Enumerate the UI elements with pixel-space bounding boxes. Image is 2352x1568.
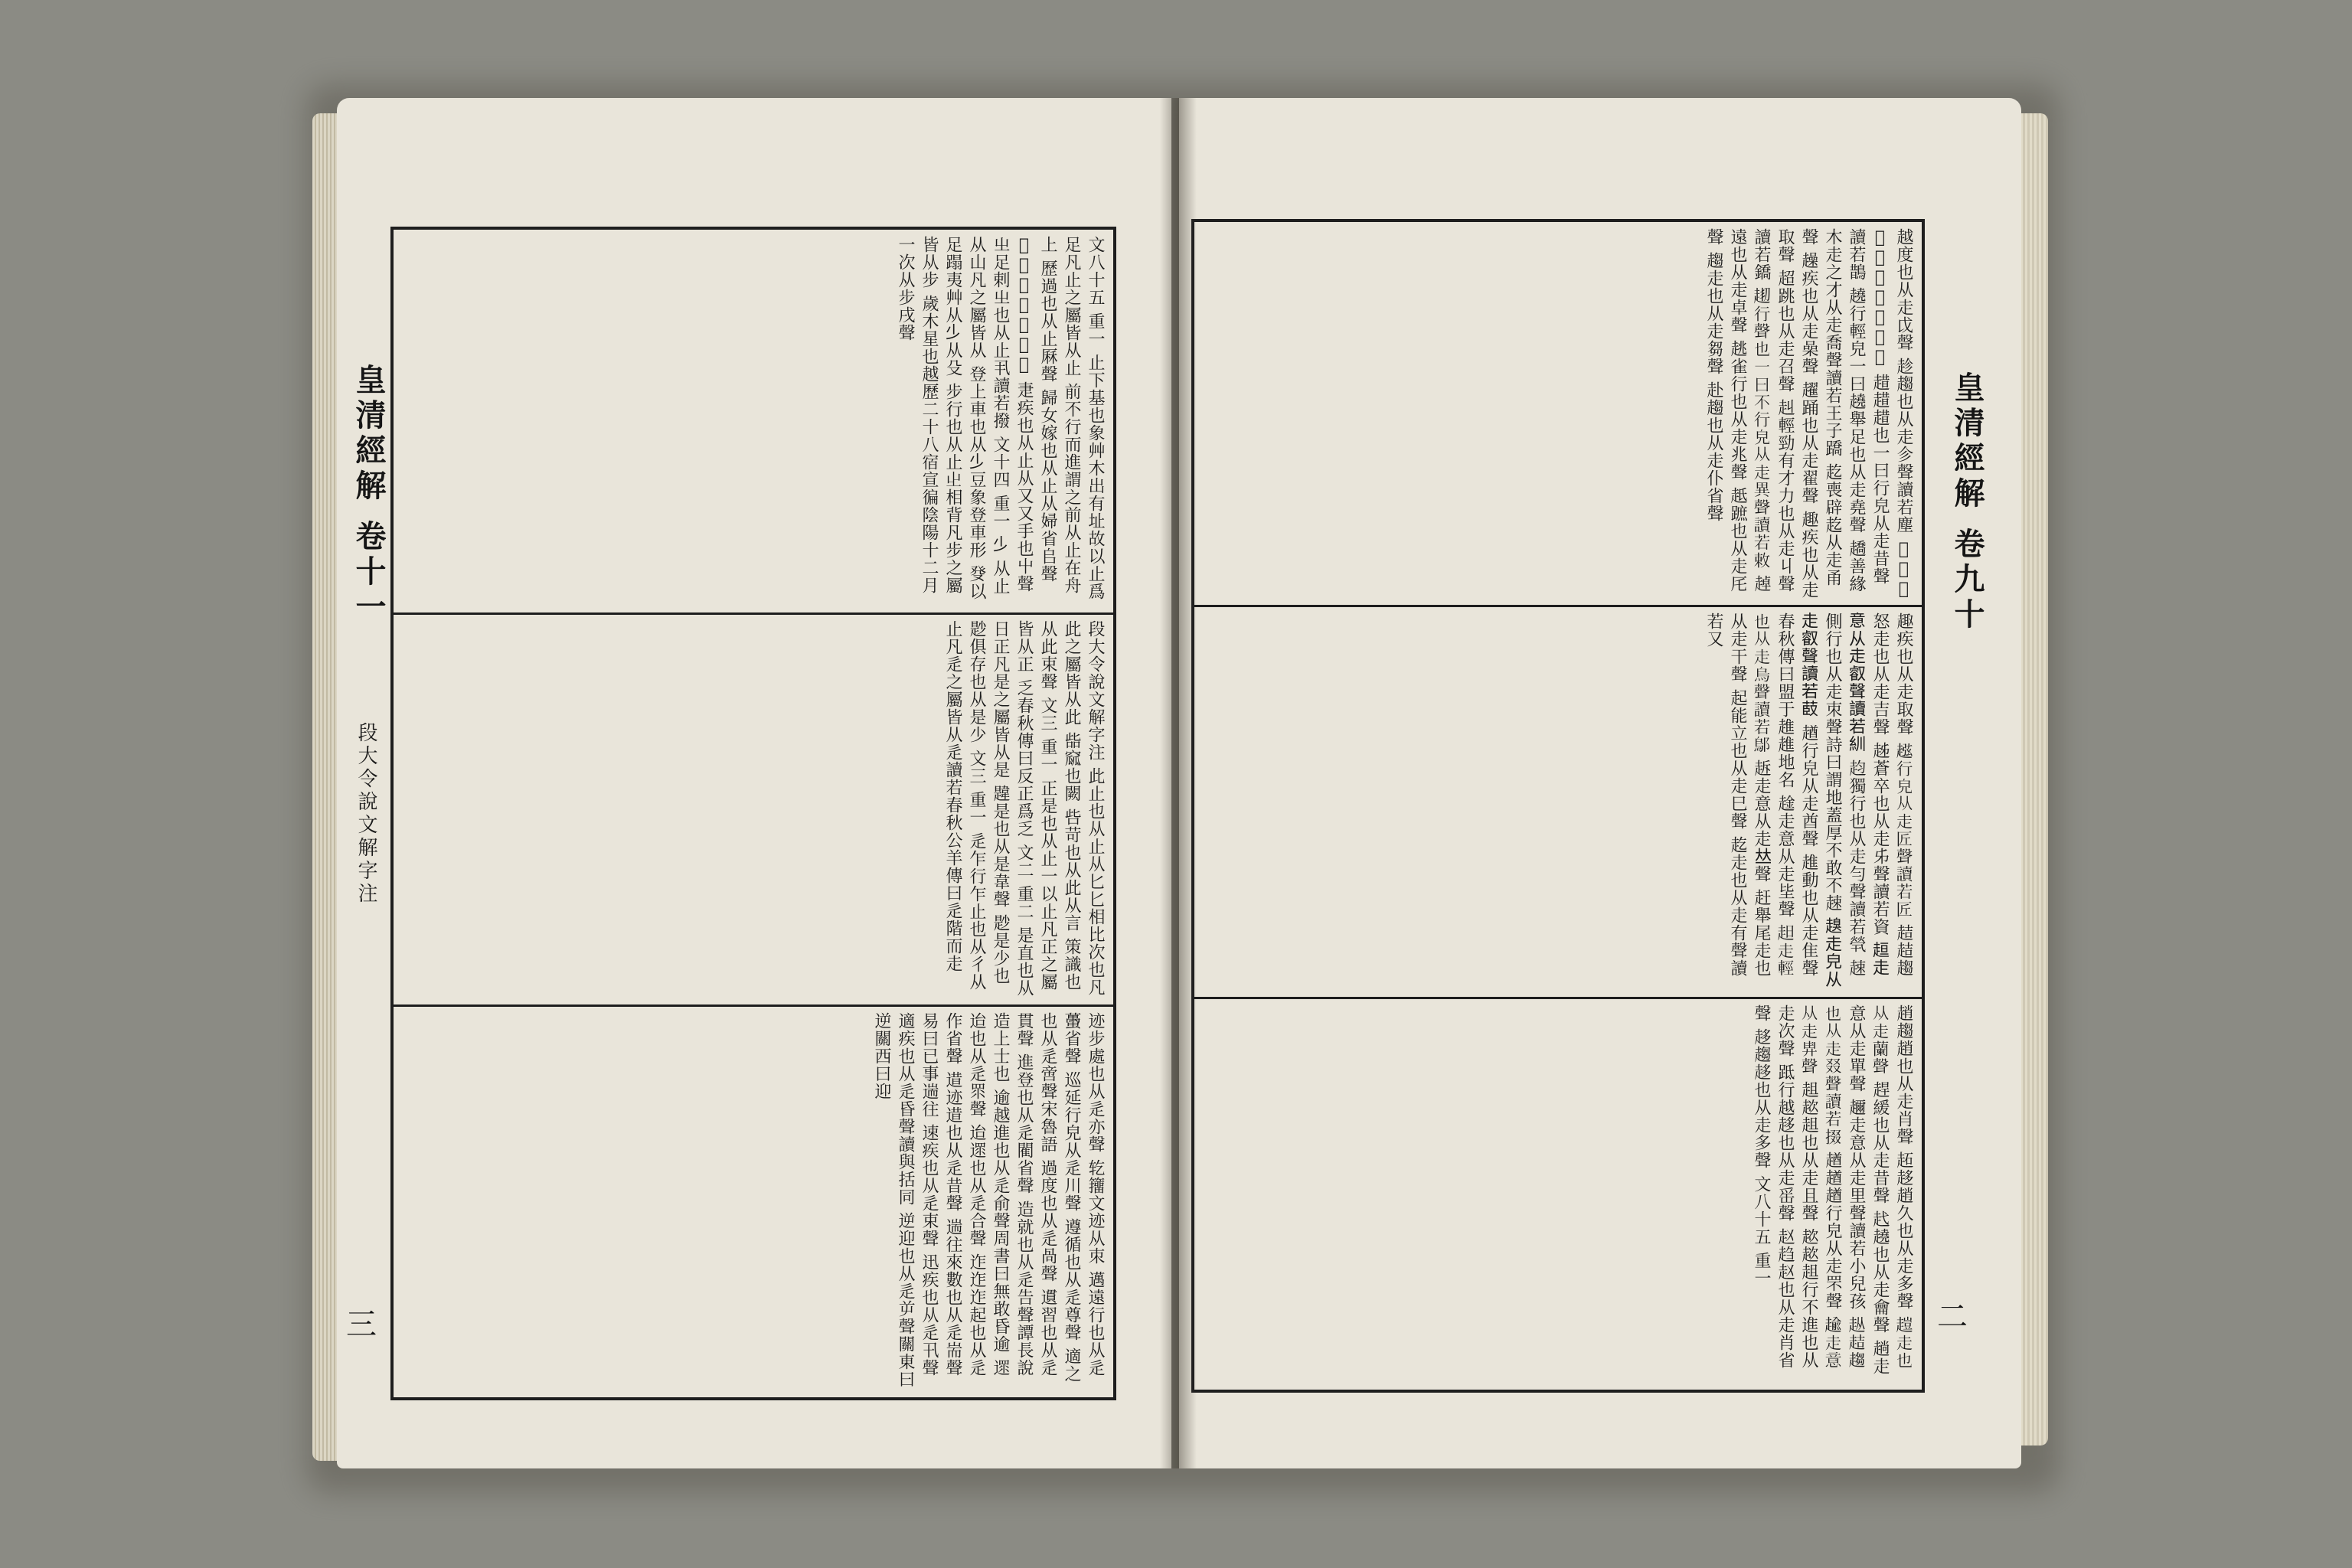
right-band-divider-2 bbox=[1194, 997, 1922, 999]
left-folio-number: 三 bbox=[346, 1307, 377, 1342]
right-text-frame bbox=[1191, 219, 1925, 1393]
left-series-title: 皇清經解 bbox=[351, 364, 387, 505]
left-margin-title bbox=[337, 227, 390, 763]
right-folio-number: 二 bbox=[1937, 1299, 1968, 1334]
book-gutter bbox=[1160, 98, 1197, 1468]
right-band-bottom bbox=[1200, 1004, 1916, 1383]
right-band-middle bbox=[1200, 612, 1916, 991]
left-text-frame bbox=[390, 227, 1116, 1400]
right-band-top-text: 越度也从走戉聲 趁趨也从走㐱聲讀若塵 𧺛𧺛田易居也从走亘聲 趞趞趞也一曰行皃从走昔聲讀若鵲 趬行輕皃一曰趬舉足也从走堯聲 趫善緣木走之才从走喬聲讀若王子蹻 䞘喪辟䞘从走甬聲 趮疾也从走喿聲 趯踊也从走翟聲 趣疾也从走取聲 超跳也从走召聲 赳輕勁有才力也从走丩聲讀若鐈 𧻘行聲也一曰不行皃从走異聲讀若敕 趠遠也从走卓聲 趒雀行也从走兆聲 赿蹠也从走厇聲 趨走也从走芻聲 赴趨也从走仆省聲 bbox=[1704, 228, 1913, 599]
right-band-divider-1 bbox=[1194, 605, 1922, 607]
right-band-top bbox=[1200, 228, 1916, 599]
left-attribution: 段大令說文解字注 bbox=[354, 722, 377, 906]
left-band-top bbox=[400, 236, 1107, 607]
left-band-top-text: 文八十五 重一 止下基也象艸木出有址故以止爲足凡止之屬皆从止 前不行而進謂之前从止在舟上 歷過也从止厤聲 歸女嫁也从止从婦省𠂤聲 𣥠不滑也从四止 疌疾也从止从又又手也屮聲 㞢足剌㞢也从止丮讀若撥 文十四 重一 𣥂 从止从山凡之屬皆从 登上車也从𣥂豆象登車形 癹以足蹋夷艸从𣥂从殳 步行也从止𡳿相背凡步之屬皆从步 歲木星也越歷二十八宿宣徧陰陽十二月一次从步戌聲 bbox=[896, 236, 1105, 600]
left-band-middle bbox=[400, 620, 1107, 999]
left-band-bottom-text: 迹步處也从辵亦聲 䢀籒文迹从朿 邁遠行也从辵蠆省聲 巡延行皃从辵川聲 遵循也从辵尊聲 適之也从辵啻聲宋魯語 過度也从辵咼聲 遦習也从辵貫聲 進登也从辵閵省聲 造就也从辵告聲譚長說造上士也 逾越進也从辵俞聲周書曰無敢昏逾 遝迨也从辵眔聲 迨遝也从辵合聲 迮迮迮起也从辵作省聲 逪迹逪也从辵昔聲 遄往來數也从辵耑聲易曰已事遄往 速疾也从辵束聲 迅疾也从辵卂聲 適疾也从辵昏聲讀與括同 逆迎也从辵屰聲關東曰逆關西曰迎 bbox=[872, 1012, 1105, 1388]
right-band-bottom-text: 趙趨趙也从走肖聲 䞠趍趙久也从走多聲 𧽊走也从走蘭聲 趕緩也从走昔聲 䞖趬也从走龠聲 趟走意从走單聲 趰走意从走里聲讀若小兒孩 𧺣趌趨也从走叕聲讀若掇 趥趥趥行皃从走罘聲 𧼯走意从走𢍁聲 趄趑趄也从走且聲 趑趑趄行不進也从走次聲 䟡行越趍也从走䍃聲 赵趋赵也从走肖省聲 趍趨趍也从走多聲 文八十五 重一 bbox=[1752, 1004, 1913, 1375]
left-band-middle-text: 段大令說文解字注 此止也从止从匕匕相比次也凡此之屬皆从此 啙窳也闕 呰苛也从此从言 策識也从此束聲 文三 重一 正是也从止一以止凡正之屬皆从正 乏春秋傳曰反正爲乏 文二 重二 是直也从日正凡是之屬皆从是 韙是也从是韋聲 尟是少也尟俱存也从是少 文三 重一 辵乍行乍止也从彳从止凡辵之屬皆从辵讀若春秋公羊傳曰辵階而走 bbox=[943, 620, 1105, 997]
right-page bbox=[1179, 98, 2021, 1468]
left-band-divider-2 bbox=[394, 1004, 1113, 1007]
left-volume-mark: 卷十一 bbox=[351, 519, 387, 626]
right-band-middle-text: 趣疾也从走取聲 𧼏行皃从走匠聲讀若匠 趌趌趨怒走也从走吉聲 趀蒼卒也从走𠂔聲讀若資 𧻚走意从走叡聲讀若紃 赹獨行也从走勻聲讀若煢 趚側行也从走朿聲詩曰謂地蓋厚不敢不趚 𧽒走皃从走叡聲讀若菣 趥行皃从走酋聲 趡動也从走隹聲春秋傳曰盟于趡趡地名 趛走意从走坒聲 𧺝走輕也从走烏聲讀若鄔 䞣走意从走𠀤聲 赶舉尾走也从走干聲 起能立也从走巳聲 䞘走也从走有聲讀若又 bbox=[1704, 612, 1913, 988]
left-band-divider-1 bbox=[394, 612, 1113, 615]
left-band-bottom bbox=[400, 1012, 1107, 1391]
right-volume-mark: 卷九十 bbox=[1949, 527, 1985, 633]
right-margin-title bbox=[1920, 219, 1989, 786]
right-series-title: 皇清經解 bbox=[1949, 371, 1985, 513]
left-page bbox=[337, 98, 1171, 1468]
